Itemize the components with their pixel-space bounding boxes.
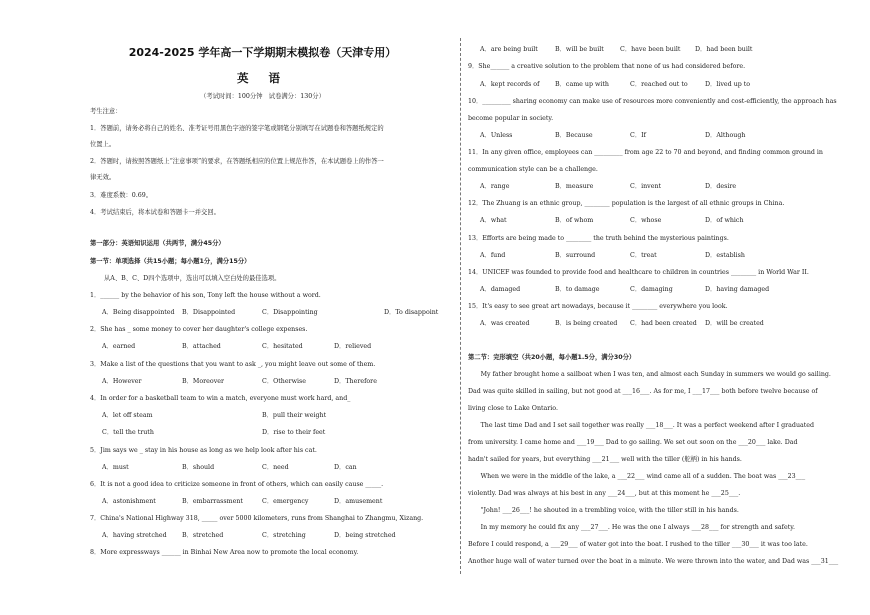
notice-line: 位置上。: [90, 141, 116, 148]
option[interactable]: A．earned: [102, 343, 136, 350]
passage-line: hadn't sailed for years, but everything ___21___ well with the tiller (舵柄) in his hands.: [468, 456, 742, 463]
notice-line: 2．答题时，请按照答题纸上“注意事项”的要求，在答题纸相应的位置上规范作答，在本试题卷上的作答一: [90, 158, 384, 165]
question-stem: 5．Jim says we _ stay in his house as long as we help look after his cat.: [90, 447, 317, 454]
question-stem: 10．_________ sharing economy can make use of resources more conveniently and cost-efficiently, the approach has: [468, 98, 837, 105]
option[interactable]: A．what: [480, 217, 507, 224]
question-stem: 7．China's National Highway 318, _____ over 5000 kilometers, runs from Shanghai to Zhangmu, Xizang.: [90, 515, 424, 522]
question-stem: 3．Make a list of the questions that you want to ask _, you might leave out some of them.: [90, 361, 376, 368]
part1-heading: 第一部分：英语知识运用（共两节，满分45分）: [90, 240, 225, 247]
notice-heading: 考生注意：: [90, 108, 122, 115]
option[interactable]: C．tell the truth: [102, 429, 154, 436]
option[interactable]: D．had been built: [695, 46, 753, 53]
option[interactable]: C．reached out to: [630, 81, 688, 88]
passage-line: living close to Lake Ontario.: [468, 405, 558, 412]
option[interactable]: D．will be created: [705, 320, 764, 327]
option[interactable]: B．should: [182, 464, 215, 471]
exam-meta: （考试时间：100分钟 试卷满分：130分）: [200, 93, 325, 100]
question-stem-continued: communication style can be a challenge.: [468, 166, 598, 173]
option[interactable]: C．whose: [630, 217, 662, 224]
passage-line: Dad was quite skilled in sailing, but not good at ___16___. As for me, I ___17___ both before twelve because of: [468, 388, 818, 395]
notice-line: 律无效。: [90, 174, 116, 181]
option[interactable]: B．embarrassment: [182, 498, 243, 505]
option[interactable]: B．of whom: [555, 217, 594, 224]
option[interactable]: D．relieved: [334, 343, 372, 350]
passage-line: Another huge wall of water turned over the boat in a minute. We were thrown into the water, and Dad was ___31___: [468, 558, 839, 565]
option[interactable]: A．astonishment: [102, 498, 156, 505]
option[interactable]: B．Disappointed: [182, 309, 236, 316]
option[interactable]: C．have been built: [620, 46, 681, 53]
option[interactable]: D．To disappoint: [384, 309, 439, 316]
option[interactable]: C．Disappointing: [262, 309, 318, 316]
option[interactable]: A．having stretched: [102, 532, 167, 539]
option[interactable]: B．measure: [555, 183, 594, 190]
option[interactable]: D．Therefore: [334, 378, 377, 385]
passage-line: The last time Dad and I set sail together was really ___18___. It was a perfect weekend after I graduated: [468, 422, 815, 429]
passage-line: from university. I came home and ___19___ Dad to go sailing. We set out soon on the ___20___ lake. Dad: [468, 439, 798, 446]
option[interactable]: C．emergency: [262, 498, 309, 505]
passage-line: Before I could respond, a ___29___ of water got into the boat. I rushed to the tiller ___30___ it was too late.: [468, 541, 808, 548]
option[interactable]: A．range: [480, 183, 510, 190]
option[interactable]: A．However: [102, 378, 142, 385]
option[interactable]: A．are being built: [480, 46, 538, 53]
question-stem: 9．She______ a creative solution to the problem that none of us had considered before.: [468, 63, 746, 70]
option[interactable]: D．establish: [705, 252, 745, 259]
option[interactable]: D．Although: [705, 132, 746, 139]
option[interactable]: B．attached: [182, 343, 221, 350]
section1-heading: 第一节：单项选择（共15小题；每小题1分，满分15分）: [90, 258, 251, 265]
option[interactable]: C．stretching: [262, 532, 306, 539]
option[interactable]: D．amusement: [334, 498, 383, 505]
option[interactable]: D．having damaged: [705, 286, 770, 293]
option[interactable]: B．to damage: [555, 286, 600, 293]
option[interactable]: B．surround: [555, 252, 596, 259]
option[interactable]: B．pull their weight: [262, 412, 327, 419]
option[interactable]: D．being stretched: [334, 532, 396, 539]
option[interactable]: A．Being disappointed: [102, 309, 175, 316]
page-title: 2024-2025 学年高一下学期期末模拟卷（天津专用）: [128, 46, 397, 59]
passage-line: "John! ___26___! he shouted in a trembling voice, with the tiller still in his hands.: [468, 507, 739, 514]
option[interactable]: D．desire: [705, 183, 737, 190]
notice-line: 1．答题前，请务必将自己的姓名、准考证号用黑色字迹的签字笔或钢笔分别填写在试题卷和答题纸规定的: [90, 125, 384, 132]
option[interactable]: D．lived up to: [705, 81, 751, 88]
option[interactable]: B．will be built: [555, 46, 604, 53]
option[interactable]: B．Because: [555, 132, 593, 139]
option[interactable]: A．fund: [480, 252, 506, 259]
option[interactable]: A．was created: [480, 320, 530, 327]
option[interactable]: B．came up with: [555, 81, 609, 88]
option[interactable]: A．damaged: [480, 286, 521, 293]
question-stem-continued: become popular in society.: [468, 115, 554, 122]
option[interactable]: D．of which: [705, 217, 744, 224]
option[interactable]: C．Otherwise: [262, 378, 306, 385]
question-stem: 2．She has _ some money to cover her daughter's college expenses.: [90, 326, 308, 333]
notice-line: 4．考试结束后，将本试卷和答题卡一并交回。: [90, 209, 220, 216]
option[interactable]: C．hesitated: [262, 343, 303, 350]
option[interactable]: D．can: [334, 464, 357, 471]
option[interactable]: A．must: [102, 464, 129, 471]
question-stem: 6．It is not a good idea to criticize someone in front of others, which can easily cause _____.: [90, 481, 384, 488]
column-divider: [460, 38, 461, 574]
passage-line: In my memory he could fix any ___27___. He was the one I always ___28___ for strength and safety.: [468, 524, 795, 531]
option[interactable]: C．treat: [630, 252, 657, 259]
question-stem: 12．The Zhuang is an ethnic group, ________ population is the largest of all ethnic groups in China.: [468, 200, 785, 207]
passage-line: My father brought home a sailboat when I was ten, and almost each Sunday in summers we would go sailing.: [468, 371, 831, 378]
question-stem: 15．It's easy to see great art nowadays, because it ________ everywhere you look.: [468, 303, 728, 310]
question-stem: 13．Efforts are being made to ________ the truth behind the mysterious paintings.: [468, 235, 729, 242]
option[interactable]: B．Moreover: [182, 378, 224, 385]
option[interactable]: C．If: [630, 132, 646, 139]
passage-line: When we were in the middle of the lake, a ___22___ wind came all of a sudden. The boat was ___23___: [468, 473, 806, 480]
option[interactable]: C．invent: [630, 183, 662, 190]
question-stem: 1．______ by the behavior of his son, Tony left the house without a word.: [90, 292, 321, 299]
option[interactable]: B．is being created: [555, 320, 618, 327]
option[interactable]: C．need: [262, 464, 289, 471]
passage-line: violently. Dad was always at his best in any ___24___, but at this moment he ___25___.: [468, 490, 741, 497]
question-stem: 14．UNICEF was founded to provide food and healthcare to children in countries ________ in World War II.: [468, 269, 809, 276]
section1-instruction: 从A、B、C、D四个选项中，选出可以填入空白处的最佳选项。: [104, 275, 281, 282]
option[interactable]: A．let off steam: [102, 412, 153, 419]
option[interactable]: C．had been created: [630, 320, 697, 327]
section2-heading: 第二节：完形填空（共20小题，每小题1.5分，满分30分）: [468, 354, 636, 361]
option[interactable]: B．stretched: [182, 532, 224, 539]
option[interactable]: A．kept records of: [480, 81, 540, 88]
option[interactable]: C．damaging: [630, 286, 673, 293]
option[interactable]: A．Unless: [480, 132, 513, 139]
option[interactable]: D．rise to their feet: [262, 429, 326, 436]
subject-title: 英 语: [236, 71, 288, 85]
question-stem: 11．In any given office, employees can _________ from age 22 to 70 and beyond, and finding common ground in: [468, 149, 823, 156]
question-stem: 4．In order for a basketball team to win a match, everyone must work hard, and_: [90, 395, 351, 402]
notice-line: 3．难度系数：0.69。: [90, 192, 153, 199]
question-stem: 8．More expressways ______ in Binhai New Area now to promote the local economy.: [90, 549, 359, 556]
